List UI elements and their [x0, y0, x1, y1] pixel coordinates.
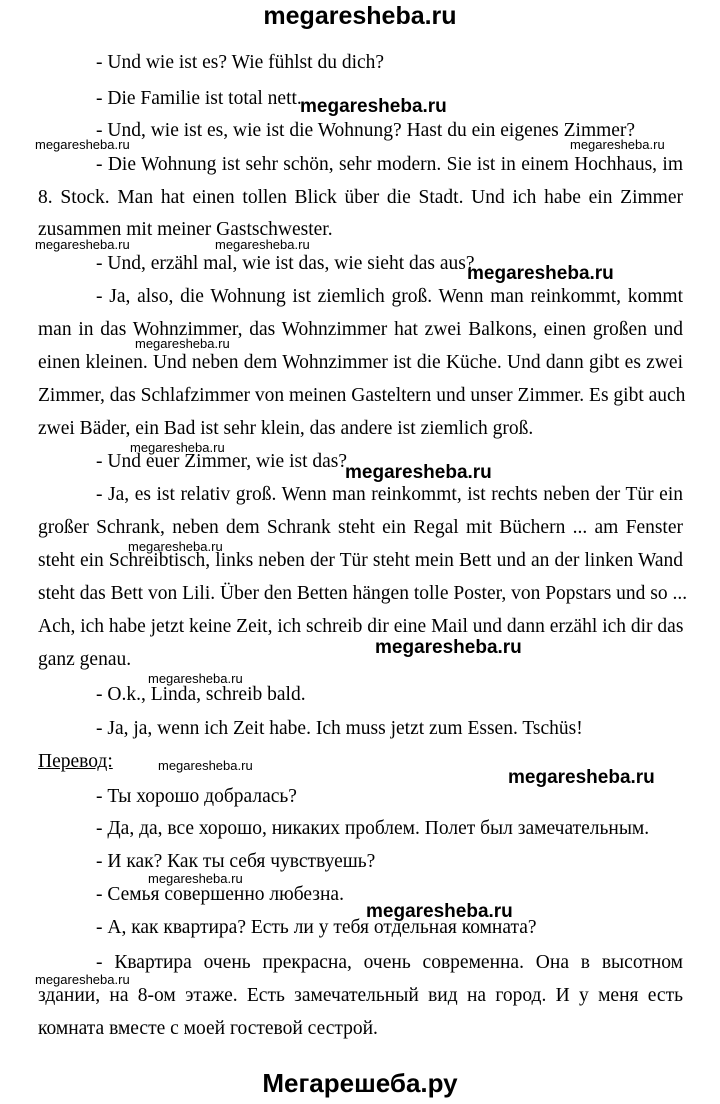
- german-line-2: - Die Familie ist total nett.: [96, 88, 302, 109]
- german-line-21: - Ja, ja, wenn ich Zeit habe. Ich muss jetzt zum Essen. Tschüs!: [96, 718, 583, 739]
- german-line-8: - Ja, also, die Wohnung ist ziemlich groß. Wenn man reinkommt, kommt: [96, 286, 683, 307]
- watermark: megaresheba.ru: [158, 758, 253, 773]
- watermark: megaresheba.ru: [366, 901, 513, 922]
- watermark: megaresheba.ru: [35, 137, 130, 152]
- german-line-18: Ach, ich habe jetzt keine Zeit, ich schreib dir eine Mail und dann erzähl ich dir das: [38, 616, 684, 637]
- german-line-5: 8. Stock. Man hat einen tollen Blick über die Stadt. Und ich habe ein Zimmer: [38, 187, 683, 208]
- watermark: megaresheba.ru: [375, 637, 522, 658]
- russian-line-1: - Ты хорошо добралась?: [96, 786, 297, 807]
- page-footer-site: Мегарешеба.ру: [262, 1068, 458, 1098]
- german-line-3: - Und, wie ist es, wie ist die Wohnung? Hast du ein eigenes Zimmer?: [96, 120, 636, 141]
- watermark: megaresheba.ru: [135, 336, 230, 351]
- watermark: megaresheba.ru: [35, 237, 130, 252]
- german-line-1: - Und wie ist es? Wie fühlst du dich?: [96, 52, 385, 73]
- german-line-14: - Ja, es ist relativ groß. Wenn man reinkommt, ist rechts neben der Tür ein: [96, 484, 683, 505]
- watermark: megaresheba.ru: [148, 671, 243, 686]
- watermark: megaresheba.ru: [128, 539, 223, 554]
- russian-line-4: - Семья совершенно любезна.: [96, 884, 344, 905]
- german-line-9: man in das Wohnzimmer, das Wohnzimmer hat zwei Balkons, einen großen und: [38, 319, 683, 340]
- watermark: megaresheba.ru: [148, 871, 243, 886]
- german-line-10: einen kleinen. Und neben dem Wohnzimmer ist die Küche. Und dann gibt es zwei: [38, 352, 683, 373]
- russian-line-8: комната вместе с моей гостевой сестрой.: [38, 1018, 378, 1039]
- translation-label: Перевод:: [38, 751, 113, 772]
- watermark: megaresheba.ru: [300, 96, 447, 117]
- watermark: megaresheba.ru: [508, 767, 655, 788]
- watermark: megaresheba.ru: [35, 972, 130, 987]
- german-line-4: - Die Wohnung ist sehr schön, sehr modern. Sie ist in einem Hochhaus, im: [96, 154, 683, 175]
- german-line-19: ganz genau.: [38, 649, 132, 670]
- russian-line-6: - Квартира очень прекрасна, очень современна. Она в высотном: [96, 952, 683, 973]
- page-header-site: megaresheba.ru: [263, 2, 457, 30]
- german-line-11: Zimmer, das Schlafzimmer von meinen Gasteltern und unser Zimmer. Es gibt auch: [38, 385, 686, 406]
- german-line-20: - O.k., Linda, schreib bald.: [96, 684, 306, 705]
- russian-line-7: здании, на 8-ом этаже. Есть замечательный вид на город. И у меня есть: [38, 985, 683, 1006]
- german-line-15: großer Schrank, neben dem Schrank steht ein Regal mit Büchern ... am Fenster: [38, 517, 683, 538]
- russian-line-2: - Да, да, все хорошо, никаких проблем. Полет был замечательным.: [96, 818, 650, 839]
- german-line-12: zwei Bäder, ein Bad ist sehr klein, das andere ist ziemlich groß.: [38, 418, 534, 439]
- german-line-13: - Und euer Zimmer, wie ist das?: [96, 451, 348, 472]
- german-line-6: zusammen mit meiner Gastschwester.: [38, 219, 333, 240]
- watermark: megaresheba.ru: [570, 137, 665, 152]
- russian-line-5: - А, как квартира? Есть ли у тебя отдельная комната?: [96, 917, 537, 938]
- watermark: megaresheba.ru: [215, 237, 310, 252]
- watermark: megaresheba.ru: [345, 462, 492, 483]
- watermark: megaresheba.ru: [467, 263, 614, 284]
- russian-line-3: - И как? Как ты себя чувствуешь?: [96, 851, 376, 872]
- german-line-17: steht das Bett von Lili. Über den Betten hängen tolle Poster, von Popstars und so ...: [38, 583, 688, 604]
- german-line-7: - Und, erzähl mal, wie ist das, wie sieht das aus?: [96, 253, 475, 274]
- german-line-16: steht ein Schreibtisch, links neben der Tür steht mein Bett und an der linken Wand: [38, 550, 683, 571]
- watermark: megaresheba.ru: [130, 440, 225, 455]
